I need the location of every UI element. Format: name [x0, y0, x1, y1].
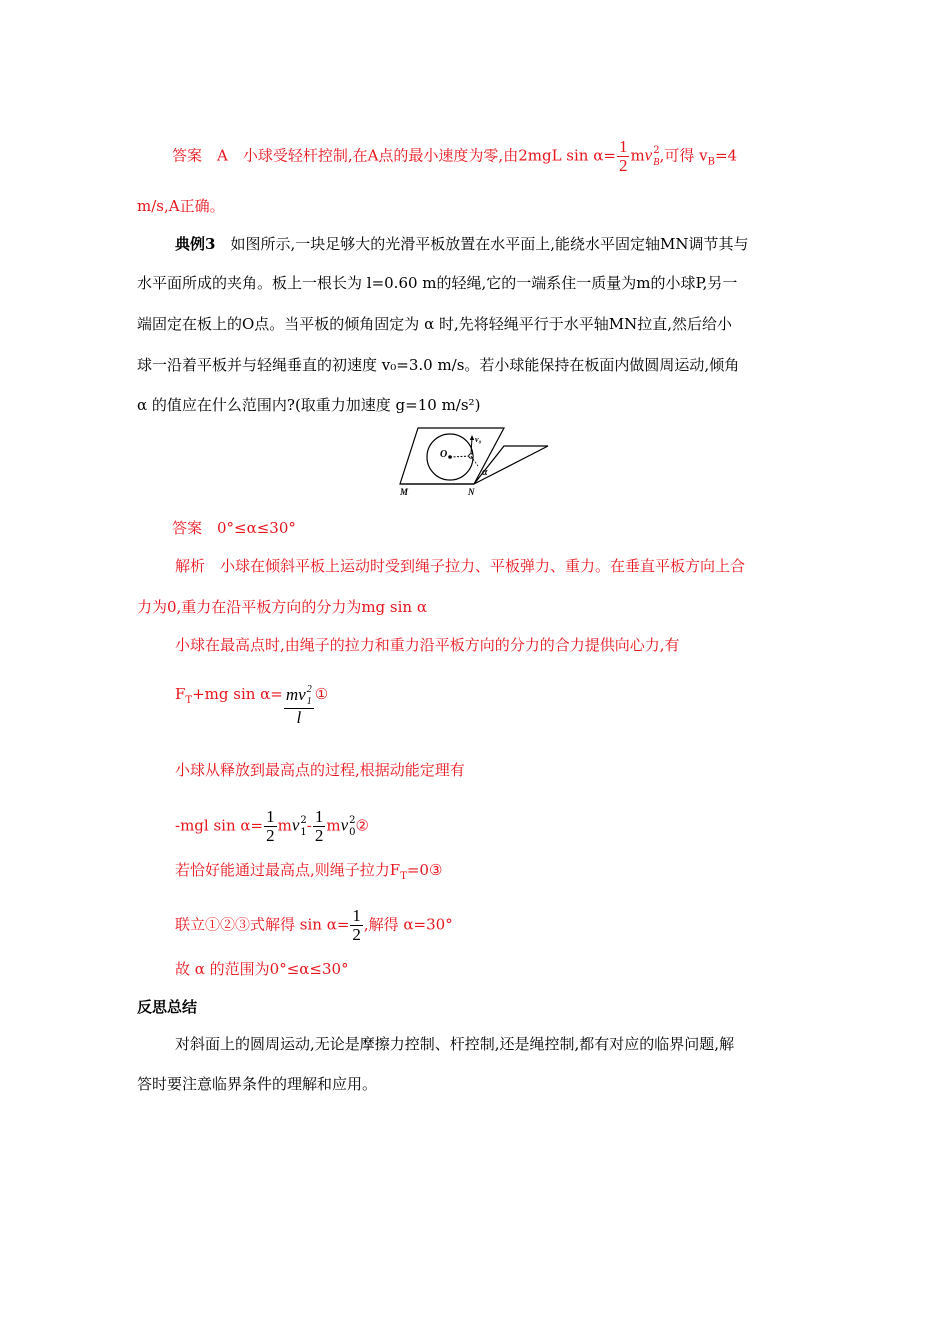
analysis-line-2: 力为0,重力在沿平板方向的分力为mg sin α: [137, 598, 427, 616]
reflection-line-2: 答时要注意临界条件的理解和应用。: [137, 1075, 378, 1093]
answer-line-1: 答案 A 小球受轻杆控制,在A点的最小速度为零,由2mgL sin α= $\frac{1}{2}$ mv 2 B ,可得 $v_B=4$: [172, 137, 738, 175]
label-n: N: [468, 487, 475, 497]
analysis-line-6: 故 α 的范围为0°≤α≤30°: [175, 960, 349, 978]
inclined-plate: [400, 428, 504, 484]
answer-line-2: m/s,A正确。: [137, 197, 225, 215]
example3-line-2: 水平面所成的夹角。板上一根长为 l=0.60 m的轻绳,它的一端系住一质量为m的小球P,另一: [137, 274, 738, 292]
label-v0: v₀: [475, 435, 482, 444]
analysis-line-5: 若恰好能通过最高点,则绳子拉力$F_T=0③$: [175, 861, 443, 882]
equation-3: 联立①②③式解得 sin α= $\frac{1}{2}$ ,解得 α=30°: [175, 906, 453, 944]
rope: [450, 456, 471, 457]
example3-line-3: 端固定在板上的O点。当平板的倾角固定为 α 时,先将轻绳平行于水平轴MN拉直,然后给小: [137, 315, 732, 333]
fraction-mv-over-l: mv 2 1 l: [285, 684, 312, 727]
fraction-half: $\frac{1}{2}$: [618, 137, 628, 175]
analysis-line-1: 解析 小球在倾斜平板上运动时受到绳子拉力、平板弹力、重力。在垂直平板方向上合: [175, 557, 746, 575]
answer-prefix: 答案 A 小球受轻杆控制,在A点的最小速度为零,由2mgL sin α=: [172, 146, 616, 165]
analysis-line-3: 小球在最高点时,由绳子的拉力和重力沿平板方向的分力的合力提供向心力,有: [175, 636, 680, 654]
equation-1: $F_T+mg$ sin α= mv 2 1 l ①: [175, 684, 329, 727]
answer-range: 答案 0°≤α≤30°: [172, 519, 296, 537]
example3-line-1: 典例3 如图所示,一块足够大的光滑平板放置在水平面上,能绕水平固定轴MN调节其与: [175, 235, 749, 253]
reflection-title: 反思总结: [137, 998, 198, 1016]
label-m: M: [400, 487, 409, 497]
equation-2: -mgl sin α= $\frac{1}{2}$ mv 2 1 - $\frac{1}{2}$ mv 2 0 ②: [175, 807, 369, 845]
example-label: 典例3: [175, 235, 216, 253]
inclined-plate-figure: [396, 424, 556, 498]
label-o: O: [440, 449, 448, 460]
analysis-line-4: 小球从释放到最高点的过程,根据动能定理有: [175, 761, 465, 779]
reflection-line-1: 对斜面上的圆周运动,无论是摩擦力控制、杆控制,还是绳控制,都有对应的临界问题,解: [175, 1035, 735, 1053]
label-alpha: α: [482, 467, 488, 478]
velocity-arrowhead: [470, 435, 474, 440]
example3-line-4: 球一沿着平板并与轻绳垂直的初速度 v₀=3.0 m/s。若小球能保持在板面内做圆周运动,倾角: [137, 356, 740, 374]
example3-line-5: α 的值应在什么范围内?(取重力加速度 g=10 m/s²): [137, 396, 481, 414]
horizontal-plane: [474, 446, 548, 484]
